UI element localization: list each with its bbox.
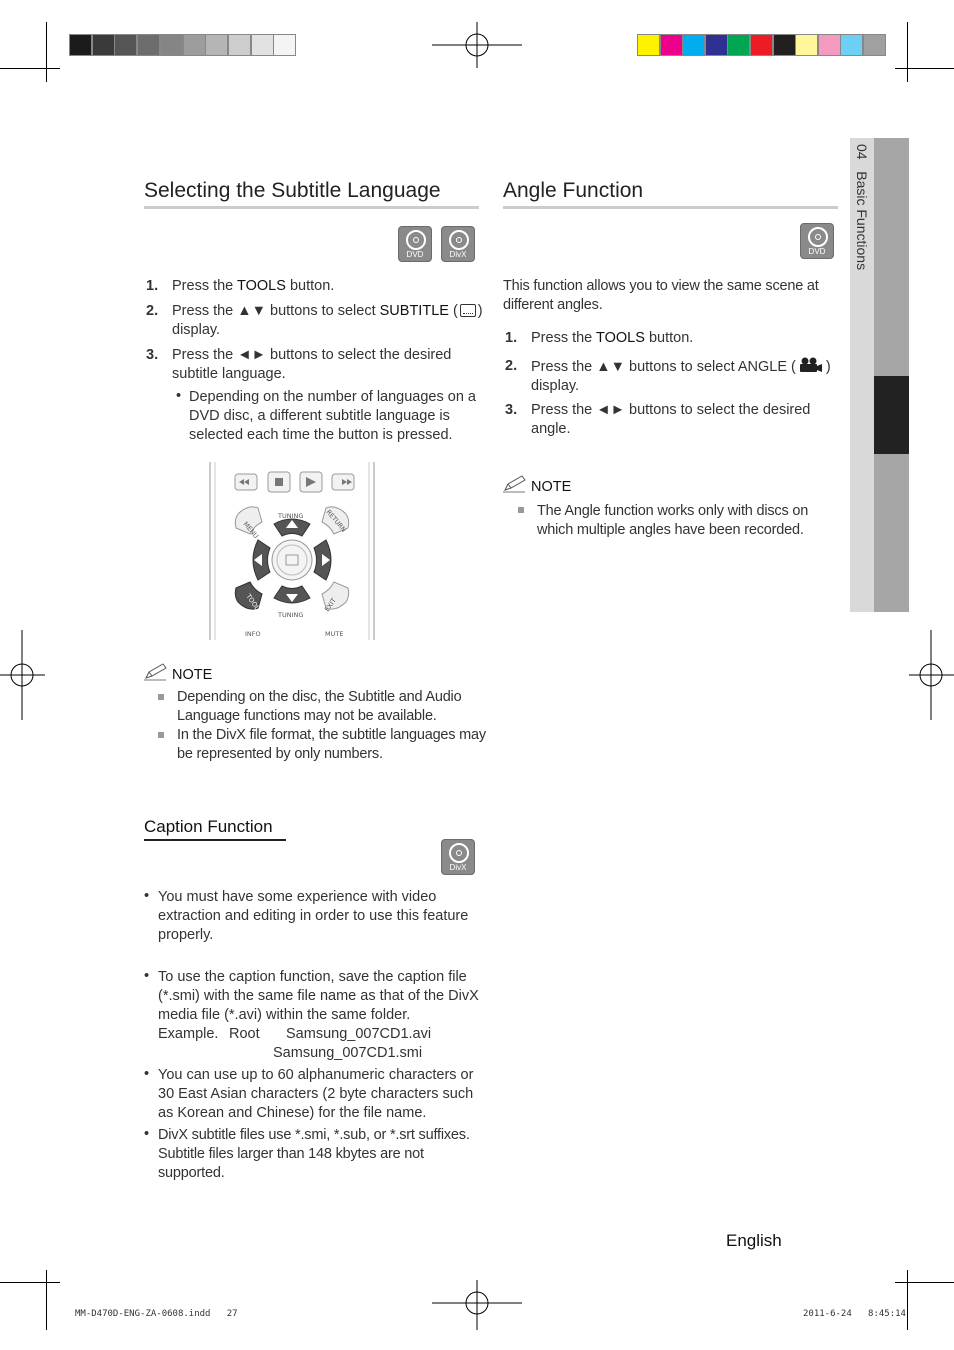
- step-text: Press the TOOLS button.: [172, 278, 335, 294]
- chapter-number: 04: [854, 144, 870, 160]
- disc-icon: [406, 230, 426, 250]
- bullet-dot: •: [144, 1126, 150, 1142]
- tuning-up-label: TUNING: [278, 512, 304, 520]
- disc-icon: [808, 227, 828, 247]
- caption-bullet-text: You must have some experience with video extraction and editing in order to use this feature properly.: [158, 889, 469, 943]
- sub-bullet-text: Depending on the number of languages on a DVD disc, a different subtitle language is selected each time the button is pressed.: [189, 389, 476, 443]
- bullet-dot: •: [144, 968, 150, 984]
- subtitle-section-title: Selecting the Subtitle Language: [144, 179, 441, 202]
- note-text: Depending on the disc, the Subtitle and Audio Language functions may not be available.: [177, 689, 462, 724]
- step-number: 3.: [505, 402, 518, 418]
- pencil-note-icon: [144, 663, 170, 681]
- angle-section-title: Angle Function: [503, 179, 644, 202]
- angle-intro: This function allows you to view the same scene at different angles.: [503, 278, 819, 313]
- note-label: NOTE: [172, 667, 213, 683]
- step-number: 2.: [505, 358, 518, 374]
- example-root: Root: [229, 1026, 260, 1042]
- example-file: Samsung_007CD1.avi: [286, 1026, 432, 1042]
- caption-bullet-text: You can use up to 60 alphanumeric characters or 30 East Asian characters (2 byte characters such as Korean and Chinese) for the file name.: [158, 1067, 474, 1121]
- step-number: 1.: [505, 330, 518, 346]
- return-key-label: RETURN: [324, 508, 348, 534]
- divx-badge: DivX: [441, 226, 475, 262]
- step-text: Press the ▲▼ buttons to select SUBTITLE ( ) display.: [172, 303, 483, 338]
- caption-bullet-text: To use the caption function, save the caption file (*.smi) with the same file name as that of the DivX media file (*.avi) within the same folder.: [158, 969, 479, 1023]
- divx-badge: DivX: [441, 839, 475, 875]
- step-number: 1.: [146, 278, 159, 294]
- title-rule: [144, 206, 479, 209]
- caption-title-underline: [144, 839, 286, 841]
- note-text: In the DivX file format, the subtitle languages may be represented by only numbers.: [177, 727, 486, 762]
- tools-key-label: TOOLS: [244, 592, 264, 616]
- example-file: Samsung_007CD1.smi: [273, 1045, 423, 1061]
- step-number: 2.: [146, 303, 159, 319]
- file-slug: MM-D470D-ENG-ZA-0608.indd 27: [75, 1309, 238, 1319]
- step-number: 3.: [146, 347, 159, 363]
- caption-section-title: Caption Function: [144, 817, 273, 836]
- note-label: NOTE: [531, 479, 572, 495]
- remote-control-illustration: [208, 462, 378, 642]
- title-rule: [503, 206, 838, 209]
- example-label: Example.: [158, 1026, 219, 1042]
- disc-icon: [449, 230, 469, 250]
- note-bullet: [158, 732, 164, 738]
- angle-camera-icon: [798, 357, 824, 373]
- bullet-dot: •: [144, 1066, 150, 1082]
- caption-bullet-text: DivX subtitle files use *.smi, *.sub, or *.srt suffixes. Subtitle files larger than 148 kbytes are not supported.: [158, 1127, 470, 1181]
- print-date: 2011-6-24 8:45:14: [803, 1309, 906, 1319]
- chapter-side-tab: [850, 138, 909, 612]
- chapter-title: Basic Functions: [854, 171, 870, 271]
- dvd-badge: DVD: [800, 223, 834, 259]
- info-key-label: INFO: [245, 630, 261, 638]
- page-language: English: [726, 1231, 782, 1250]
- bullet-dot: •: [176, 388, 182, 404]
- exit-key-label: EXIT: [323, 596, 338, 614]
- step-text: Press the ◄► buttons to select the desired subtitle language.: [172, 347, 452, 382]
- step-text: Press the TOOLS button.: [531, 330, 694, 346]
- bullet-dot: •: [144, 888, 150, 904]
- disc-icon: [449, 843, 469, 863]
- subtitle-icon: [460, 304, 476, 317]
- menu-key-label: MENU: [241, 520, 261, 541]
- note-bullet: [158, 694, 164, 700]
- note-bullet: [518, 507, 524, 513]
- pencil-note-icon: [503, 475, 529, 493]
- tuning-down-label: TUNING: [278, 611, 304, 619]
- step-text: Press the ▲▼ buttons to select ANGLE ( ) display.: [531, 359, 831, 394]
- note-text: The Angle function works only with discs on which multiple angles have been recorded.: [537, 503, 809, 538]
- step-text: Press the ◄► buttons to select the desired angle.: [531, 402, 811, 437]
- dvd-badge: DVD: [398, 226, 432, 262]
- mute-key-label: MUTE: [325, 630, 344, 638]
